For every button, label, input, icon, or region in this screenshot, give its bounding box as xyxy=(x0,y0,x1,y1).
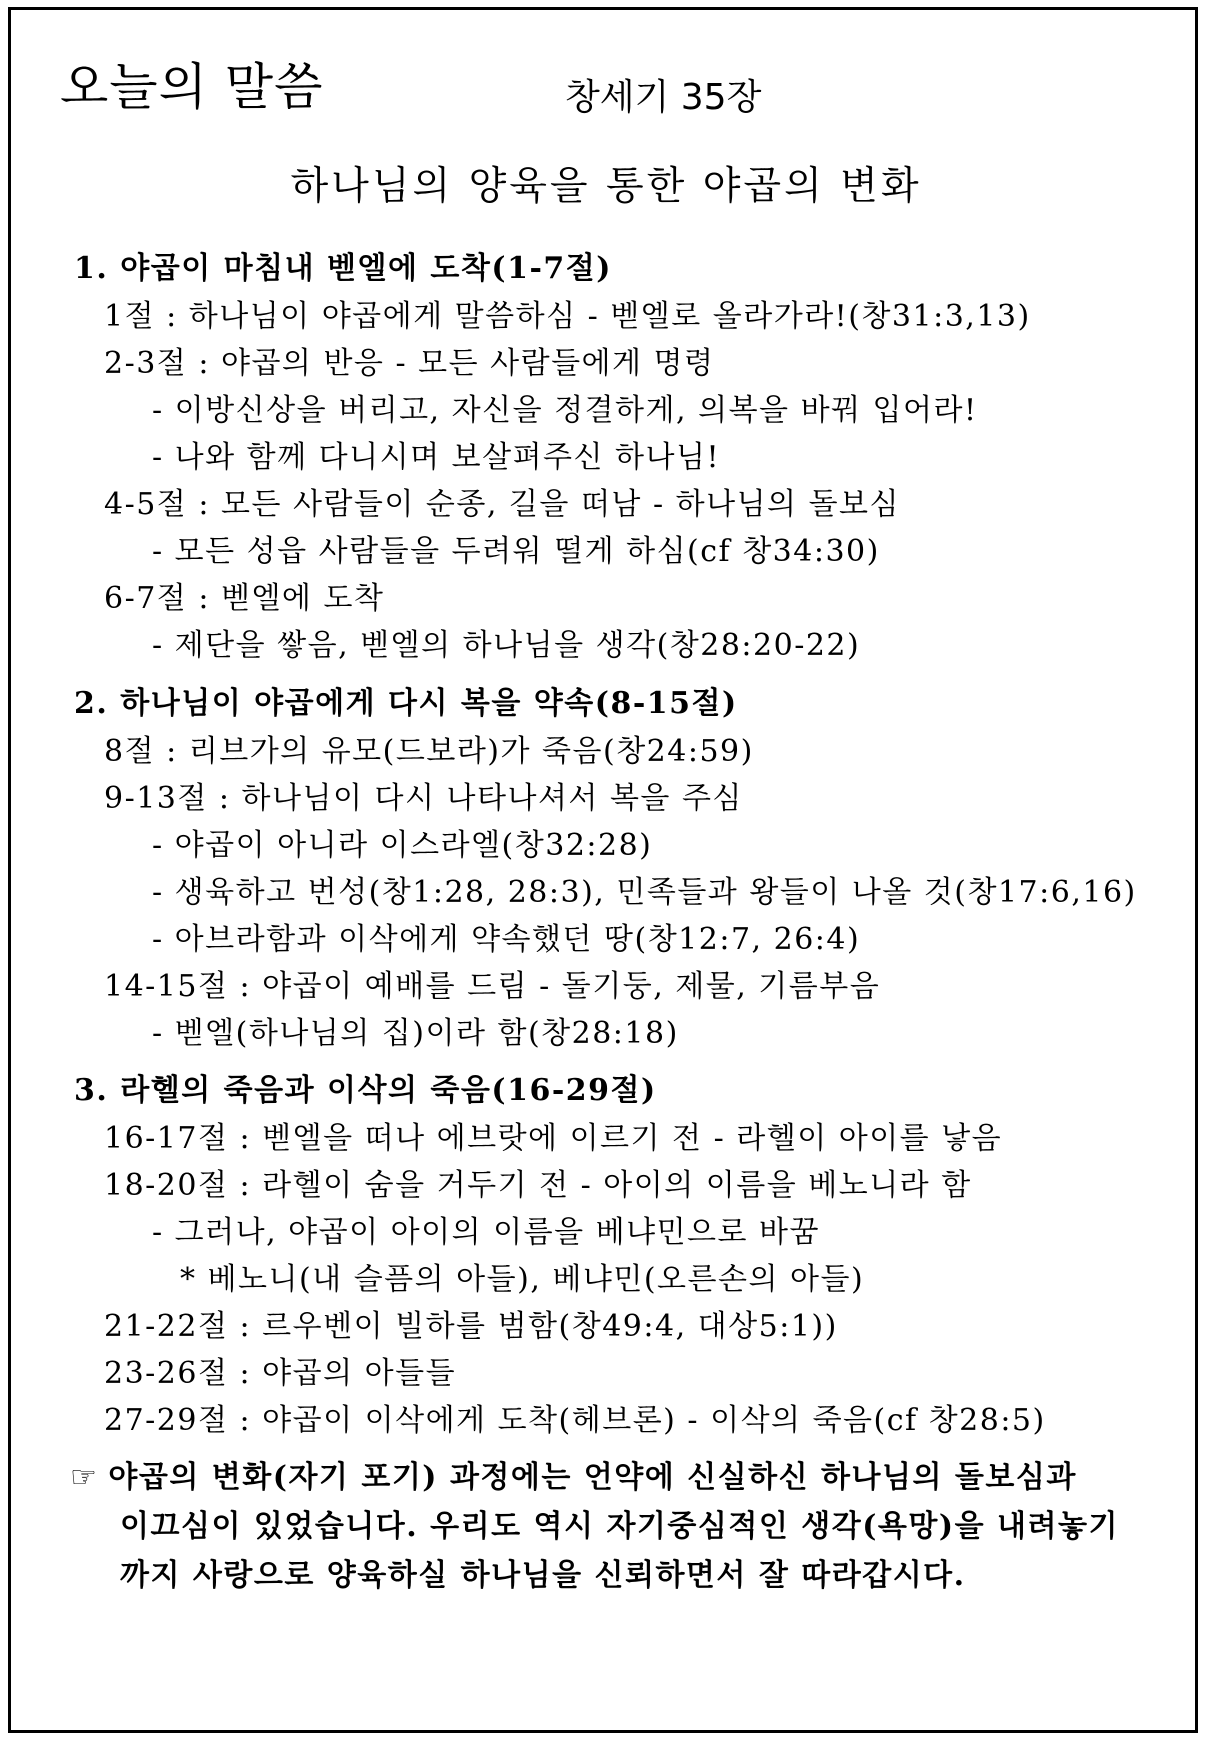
conclusion-line: 이끄심이 있었습니다. 우리도 역시 자기중심적인 생각(욕망)을 내려놓기 xyxy=(120,1509,1119,1544)
outline-subline: - 나와 함께 다니시며 보살펴주신 하나님! xyxy=(152,440,721,475)
outline-line: 27-29절 : 야곱이 이삭에게 도착(헤브론) - 이삭의 죽음(cf 창28:5) xyxy=(104,1403,1046,1438)
outline-subline: - 아브라함과 이삭에게 약속했던 땅(창12:7, 26:4) xyxy=(152,922,861,957)
outline-line: 16-17절 : 벧엘을 떠나 에브랏에 이르기 전 - 라헬이 아이를 낳음 xyxy=(104,1121,1003,1156)
outline-line: 6-7절 : 벧엘에 도착 xyxy=(104,581,385,616)
outline-subline: - 벧엘(하나님의 집)이라 함(창28:18) xyxy=(152,1016,679,1051)
sermon-subtitle: 하나님의 양육을 통한 야곱의 변화 xyxy=(290,164,922,209)
section-heading: 2. 하나님이 야곱에게 다시 복을 약속(8-15절) xyxy=(74,686,738,721)
footnote-line: * 베노니(내 슬픔의 아들), 베냐민(오른손의 아들) xyxy=(180,1262,865,1297)
outline-subline: - 야곱이 아니라 이스라엘(창32:28) xyxy=(152,828,653,863)
outline-subline: - 그러나, 야곱이 아이의 이름을 베냐민으로 바꿈 xyxy=(152,1215,821,1250)
outline-subline: - 모든 성읍 사람들을 두려워 떨게 하심(cf 창34:30) xyxy=(152,534,880,569)
conclusion-line: 까지 사랑으로 양육하실 하나님을 신뢰하면서 잘 따라갑시다. xyxy=(120,1558,966,1593)
conclusion-text: 야곱의 변화(자기 포기) 과정에는 언약에 신실하신 하나님의 돌보심과 xyxy=(108,1460,1077,1495)
outline-line: 9-13절 : 하나님이 다시 나타나셔서 복을 주심 xyxy=(104,781,743,816)
scripture-reference: 창세기 35장 xyxy=(565,77,762,118)
outline-line: 23-26절 : 야곱의 아들들 xyxy=(104,1356,457,1391)
outline-subline: - 생육하고 번성(창1:28, 28:3), 민족들과 왕들이 나올 것(창17:6,16) xyxy=(152,875,1137,910)
outline-line: 18-20절 : 라헬이 숨을 거두기 전 - 아이의 이름을 베노니라 함 xyxy=(104,1168,972,1203)
outline-line: 2-3절 : 야곱의 반응 - 모든 사람들에게 명령 xyxy=(104,346,715,381)
outline-line: 14-15절 : 야곱이 예배를 드림 - 돌기둥, 제물, 기름부음 xyxy=(104,969,881,1004)
outline-subline: - 제단을 쌓음, 벧엘의 하나님을 생각(창28:20-22) xyxy=(152,628,861,663)
outline-line: 4-5절 : 모든 사람들이 순종, 길을 떠남 - 하나님의 돌보심 xyxy=(104,487,901,522)
pointing-hand-icon: ☞ xyxy=(70,1460,99,1495)
outline-line: 1절 : 하나님이 야곱에게 말씀하심 - 벧엘로 올라가라!(창31:3,13) xyxy=(104,299,1031,334)
outline-line: 21-22절 : 르우벤이 빌하를 범함(창49:4, 대상5:1)) xyxy=(104,1309,838,1344)
section-heading: 1. 야곱이 마침내 벧엘에 도착(1-7절) xyxy=(74,251,612,286)
outline-subline: - 이방신상을 버리고, 자신을 정결하게, 의복을 바꿔 입어라! xyxy=(152,393,978,428)
section-heading: 3. 라헬의 죽음과 이삭의 죽음(16-29절) xyxy=(74,1073,657,1108)
conclusion-line xyxy=(70,1460,1077,1495)
outline-line: 8절 : 리브가의 유모(드보라)가 죽음(창24:59) xyxy=(104,734,754,769)
page-title: 오늘의 말씀 xyxy=(60,58,324,116)
